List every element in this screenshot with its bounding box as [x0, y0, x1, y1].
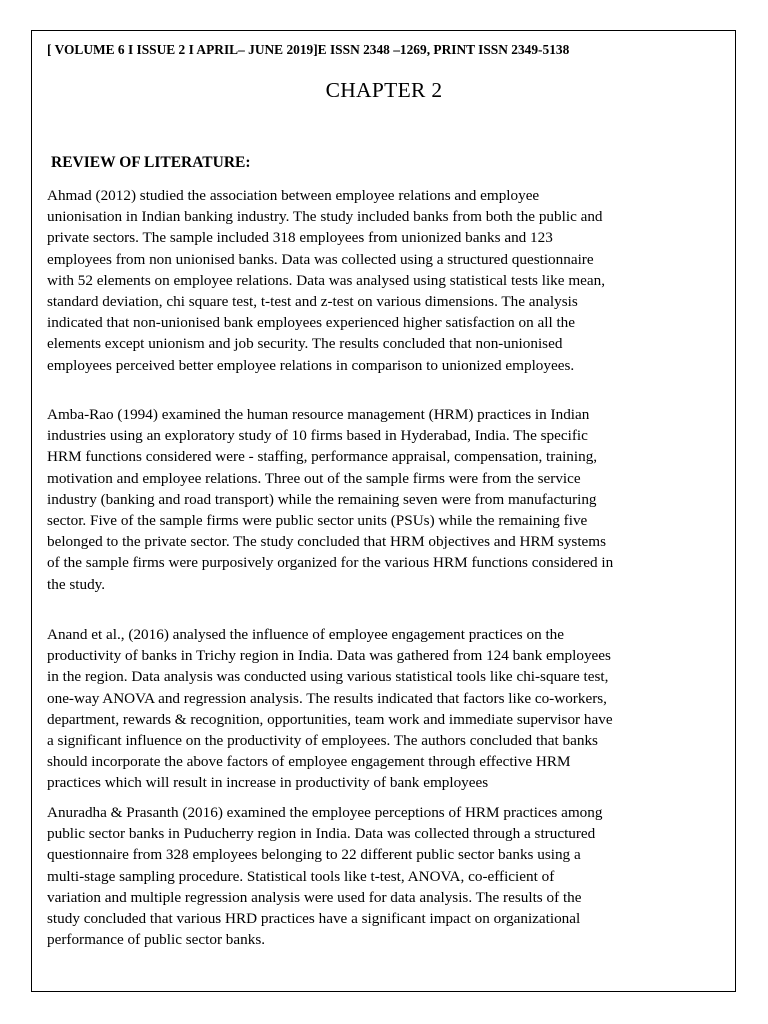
paragraph-line: should incorporate the above factors of employee engagement through effective HRM	[47, 753, 571, 771]
paragraph-line: questionnaire from 328 employees belonging to 22 different public sector banks using a	[47, 846, 581, 864]
paragraph-line: elements except unionism and job security. The results concluded that non-unionised	[47, 335, 563, 353]
paragraph-ahmad	[47, 185, 727, 376]
chapter-title: CHAPTER 2	[325, 78, 443, 102]
paragraph-line: HRM functions considered were - staffing, performance appraisal, compensation, training,	[47, 448, 598, 466]
paragraph-line: private sectors. The sample included 318 employees from unionized banks and 123	[47, 229, 553, 247]
paragraph-line: sector. Five of the sample firms were public sector units (PSUs) while the remaining five	[47, 512, 588, 530]
paragraph-line: with 52 elements on employee relations. Data was analysed using statistical tests like mean,	[47, 271, 605, 289]
paragraph-line: unionisation in Indian banking industry. The study included banks from both the public and	[47, 208, 603, 226]
paragraph-line: Ahmad (2012) studied the association between employee relations and employee	[47, 187, 540, 204]
paragraph-line: Anuradha & Prasanth (2016) examined the employee perceptions of HRM practices among	[47, 804, 603, 821]
section-heading: REVIEW OF LITERATURE:	[51, 154, 251, 171]
paragraph-line: motivation and employee relations. Three out of the sample firms were from the service	[47, 469, 581, 487]
paragraph-line: variation and multiple regression analysis were used for data analysis. The results of the	[47, 888, 582, 906]
paragraph-line: department, rewards & recognition, opportunities, team work and immediate supervisor have	[47, 710, 613, 728]
paragraph-line: employees perceived better employee relations in comparison to unionized employees.	[47, 356, 575, 374]
paragraph-line: belonged to the private sector. The study concluded that HRM objectives and HRM systems	[47, 533, 607, 551]
paragraph-anuradha	[47, 802, 727, 950]
paragraph-line: standard deviation, chi square test, t-test and z-test on various dimensions. The analysis	[47, 293, 578, 311]
paragraph-amba-rao	[47, 404, 727, 595]
paragraph-line: a significant influence on the productivity of employees. The authors concluded that banks	[47, 732, 598, 750]
paragraph-line: Amba-Rao (1994) examined the human resource management (HRM) practices in Indian	[47, 406, 590, 423]
paragraph-line: public sector banks in Puducherry region in India. Data was collected through a structured	[47, 825, 596, 843]
paragraph-line: indicated that non-unionised bank employees experienced higher satisfaction on all the	[47, 314, 576, 332]
paragraph-line: Anand et al., (2016) analysed the influence of employee engagement practices on the	[47, 626, 565, 643]
paragraph-line: employees from non unionised banks. Data was collected using a structured questionnaire	[47, 250, 594, 268]
paragraph-line: one-way ANOVA and regression analysis. The results indicated that factors like co-workers,	[47, 689, 607, 707]
paragraph-line: the study.	[47, 575, 106, 593]
paragraph-anand	[47, 624, 727, 794]
paragraph-line: industries using an exploratory study of 10 firms based in Hyderabad, India. The specific	[47, 427, 588, 445]
paragraph-line: performance of public sector banks.	[47, 931, 266, 949]
paragraph-line: in the region. Data analysis was conducted using various statistical tools like chi-square test,	[47, 668, 609, 686]
journal-header: [ VOLUME 6 I ISSUE 2 I APRIL– JUNE 2019]E ISSN 2348 –1269, PRINT ISSN 2349-5138	[47, 42, 570, 57]
paragraph-line: industry (banking and road transport) while the remaining seven were from manufacturing	[47, 490, 597, 508]
paragraph-line: practices which will result in increase in productivity of bank employees	[47, 774, 489, 792]
paragraph-line: productivity of banks in Trichy region in India. Data was gathered from 124 bank employees	[47, 647, 611, 665]
paragraph-line: of the sample firms were purposively organized for the various HRM functions considered in	[47, 554, 614, 572]
paragraph-line: multi-stage sampling procedure. Statistical tools like t-test, ANOVA, co-efficient of	[47, 867, 555, 885]
paragraph-line: study concluded that various HRD practices have a significant impact on organizational	[47, 910, 581, 928]
